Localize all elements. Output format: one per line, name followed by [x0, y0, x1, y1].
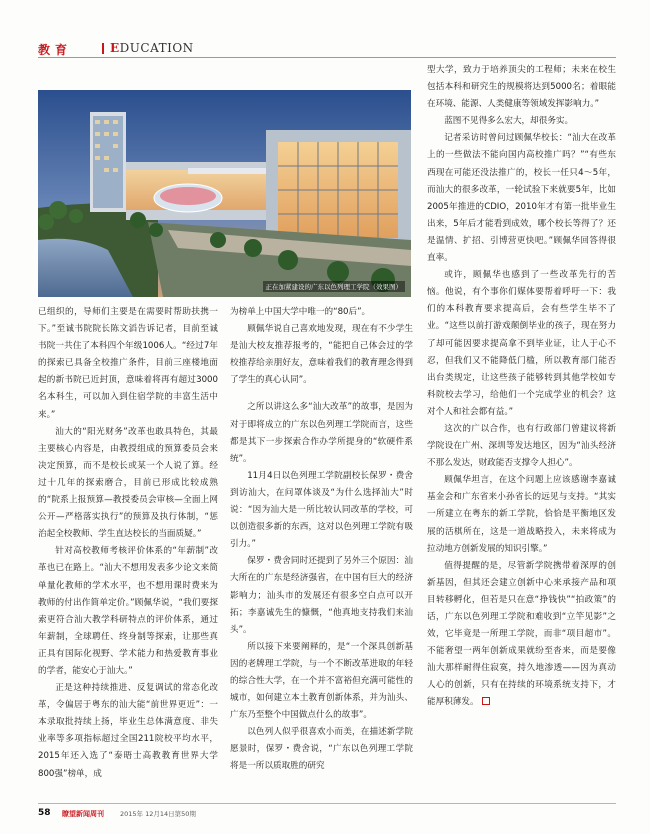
paragraph: 以色列人似乎很喜欢小而美，在描述新学院愿景时，保罗・费舍说，“广东以色列理工学院将是一所以质取胜的研究	[230, 727, 413, 772]
section-header	[38, 40, 616, 58]
paragraph: 顾佩华说自己喜欢地发现，现在有不少学生是汕大校友推荐报考的，“能把自己体会过的学校推荐给亲朋好友，意味着我们的教育理念得到了学生的真心认同”。	[230, 324, 413, 386]
page-number: 58	[38, 808, 51, 818]
paragraph: 11月4日以色列理工学院副校长保罗・费舍到访汕大，在问罩体谈及“为什么选择汕大”时说：“因为汕大是一所比较认同改革的学校，可以创造很多新的东西，这对以色列理工学院有吸引力。”	[230, 470, 413, 550]
paragraph: 型大学，致力于培养顶尖的工程师；未来在校生包括本科和研究生的规模将达到5000名；着眼能在环境、能源、人类健康等领域发挥影响力。”	[427, 65, 616, 110]
article-column-1	[38, 304, 218, 783]
photo-caption: 正在加紧建设的广东以色列理工学院（效果图）	[263, 281, 406, 292]
section-label-en-rest: DUCATION	[119, 41, 194, 55]
paragraph: 保罗・费舍同时还提到了另外三个原因：汕大所在的广东是经济强省，在中国有巨大的经济影响力；汕头市的发展还有很多空白点可以开拓；李嘉诚先生的慷慨，“他真地支持我们来汕头”。	[230, 556, 413, 635]
paragraph: 之所以讲这么多“汕大改革”的故事，是因为对于即将成立的广东以色列理工学院而言，这些都是其下一步探索合作办学所提身的“软硬件系统”。	[230, 402, 413, 464]
article-end-mark-icon	[482, 697, 490, 705]
header-rule	[38, 57, 616, 58]
article-column-3	[427, 62, 616, 712]
campus-rendering-photo	[38, 90, 411, 297]
article-column-2	[230, 304, 413, 776]
magazine-name: 瞭望新闻周刊	[62, 810, 104, 818]
section-label-en-initial: E	[110, 41, 120, 55]
paragraph-text: 值得提醒的是，尽管新学院携带着深厚的创新基因，但其还会建立创新中心来承接产品和项目转移孵化，但若是只在意“挣钱快”“拍政策”的话，广东以色列理工学院和难收到“立竿见影”之效，它毕竟是一所理工学院，而非“项目超市”。不能奢望一两年创新成果就纷至沓来，而是要像汕大那样耐得住寂寞，持久地渗透——因为真动人心的创新，只有在持续的环境系统支持下，才能厚积薄发。	[427, 560, 616, 708]
paragraph: 正是这种持续推进、反复调试的常态化改革，令偏居于粤东的汕大能“前世界更近”：一本录取批持续上扬，毕业生总体满意度、非失业率等多项指标超过全国211院校平均水平，2015年还入选了“泰晤士高教教育世界大学800强”榜单，成	[38, 683, 218, 779]
paragraph: 为榜单上中国大学中唯一的“80后”。	[230, 307, 371, 317]
issue-date: 2015年 12月14日第50期	[120, 810, 196, 818]
paragraph: 已组织的，导师们主要是在需要时帮助扶携一下。”至诚书院院长陈文滔告诉记者，目前至诚书院一共住了本科四个年级1006人。“经过7年的探索已具备全校推广条件，目前三座楼地面起的新书院已近封顶，意味着将再有超过3000名本科生，可以加入到住宿学院的丰富生活中来。”	[38, 307, 218, 420]
paragraph: 针对高校教师考核评价体系的“年薪制”改革也已在路上。“汕大不想用发表多少论文来简单量化教师的学术水平，也不想用课时费来为教师的付出作简单定价。”顾佩华说，“我们要探索更符合汕大教学科研特点的评价体系，通过年薪制，全球聘任、终身制等探索，让那些真正具有国际化视野、学术能力和热爱教育事业的学者，能安心于汕大。”	[38, 546, 218, 676]
campus-rendering-illustration	[38, 90, 411, 297]
footer-rule	[38, 803, 616, 804]
paragraph-last	[427, 558, 616, 712]
section-label-en	[110, 41, 194, 55]
page-footer	[38, 806, 616, 820]
paragraph: 蓝图不见得多么宏大，却很务实。	[444, 116, 574, 127]
paragraph: 这次的广以合作，也有行政部门曾建议将新学院设在广州、深圳等发达地区，因为“汕头经济不那么发达，财政能否支撑令人担心”。	[427, 423, 616, 469]
section-label-cn: 教育	[38, 43, 73, 57]
header-divider-bar	[102, 43, 104, 54]
paragraph: 或许，顾佩华也感到了一些改革先行的苦恼。他说，有个事你们媒体要帮着呼吁一下：我们的本科教育要求提高后，会有些学生毕不了业。“这些以前打游戏颠倒毕业的孩子，现在努力了却可能因要求提高拿不到毕业证，让人于心不忍，但我们又不能降低门槛，所以教育部门能否出台类规定，让这些孩子能够转到其他学校如专科院校去学习，给他们一个完成学业的机会？这对个人和社会都有益。”	[427, 270, 616, 417]
paragraph: 顾佩华坦言，在这个问题上应该感谢李嘉诚基金会和广东省来小孙省长的远见与支持。“其实一所建立在粤东的新工学院，恰恰是平衡地区发展的活棋所在，这是一道战略投入，未来将成为拉动地方创新发展的知识引擎。”	[427, 475, 616, 554]
paragraph: 记者采访时曾问过顾佩华校长：“汕大在改革上的一些做法不能向国内高校推广吗？”“有些东西现在可能还没法推广的，校长一任只4～5年，而汕大的很多改革，一轮试验下来就要5年，比如2005年推进的CDIO，2010年才有第一批毕业生出来，5年后才能看到成效，哪个校长等得了？还是温情、扩招、引博营更快吧。”顾佩华回答得很直率。	[427, 133, 616, 264]
paragraph: 汕大的“阳光财务”改革也敢具特色，其最主要核心内容是，由教授组成的预算委员会来决定预算，而不是校长或某一个人说了算。经过十几年的探索磨合，目前已形成比较成熟的“院系上报预算—教授委员会审核—全面上网公开—严格落实执行”的预算及执行体制，“惩治起全校教师、学生直达校长的当面质疑。”	[38, 426, 218, 540]
paragraph: 所以接下来要阐释的，是“一个深具创新基因的老牌理工学院，与一个不断改革进取的年轻的综合性大学，在一个并不富裕但充满可能性的城市，如何建立本土教育创新体系，并为汕头、广东乃至整个中国做点什么的故事”。	[230, 641, 413, 721]
